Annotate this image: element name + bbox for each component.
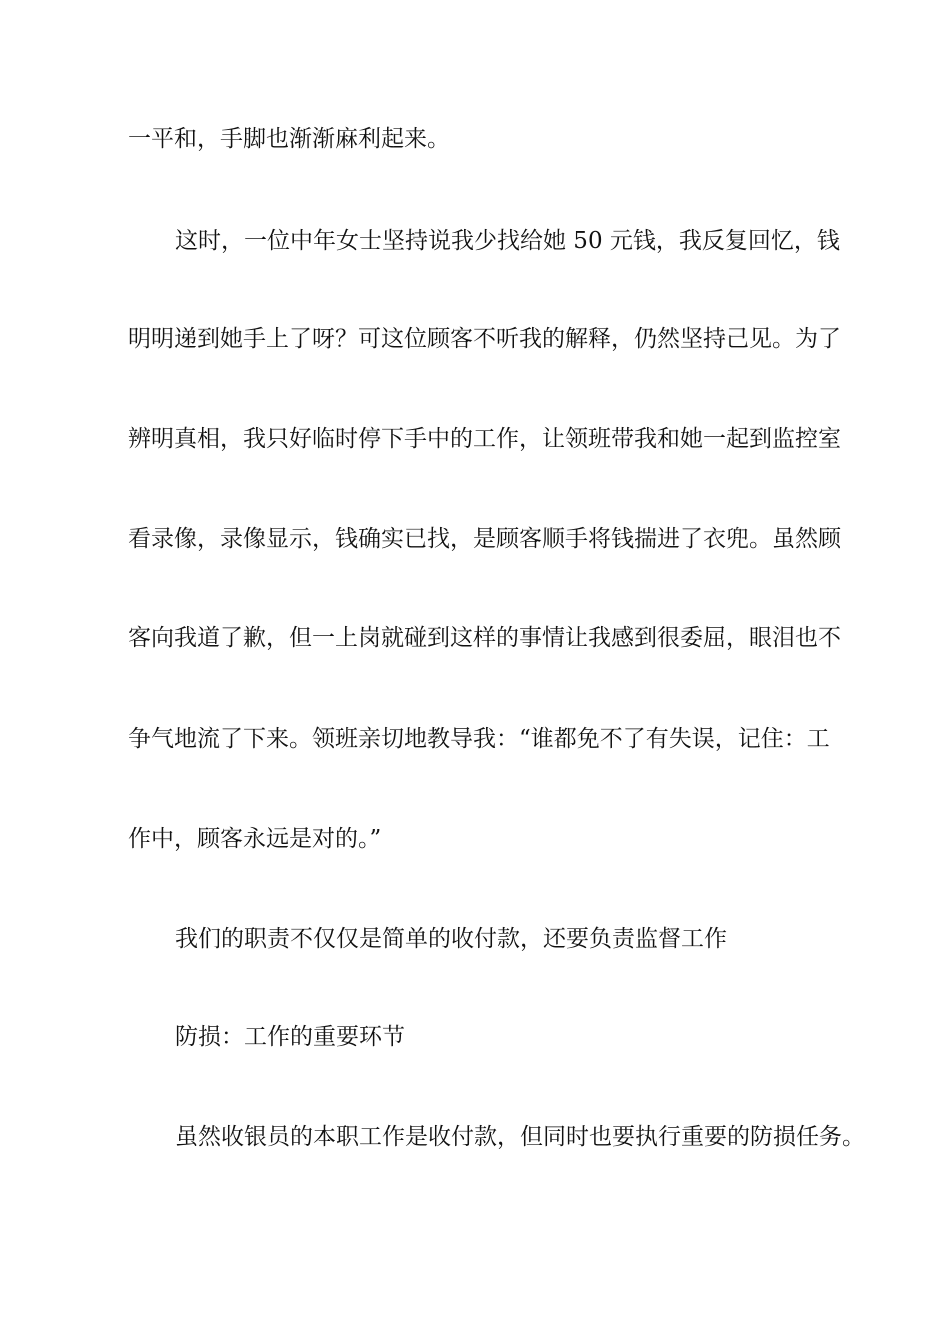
paragraph-line: 虽然收银员的本职工作是收付款，但同时也要执行重要的防损任务。 xyxy=(175,1124,865,1150)
paragraph-line: 一平和，手脚也渐渐麻利起来。 xyxy=(128,126,450,152)
paragraph-line: 看录像，录像显示，钱确实已找，是顾客顺手将钱揣进了衣兜。虽然顾 xyxy=(128,526,841,552)
paragraph-line: 明明递到她手上了呀？可这位顾客不听我的解释，仍然坚持己见。为了 xyxy=(128,326,841,352)
paragraph-line: 争气地流了下来。领班亲切地教导我：“谁都免不了有失误，记住：工 xyxy=(128,726,830,752)
section-heading: 我们的职责不仅仅是简单的收付款，还要负责监督工作 xyxy=(175,926,727,952)
section-heading: 防损：工作的重要环节 xyxy=(175,1024,405,1050)
paragraph-line: 客向我道了歉，但一上岗就碰到这样的事情让我感到很委屈，眼泪也不 xyxy=(128,625,841,651)
paragraph-line: 这时，一位中年女士坚持说我少找给她 50 元钱，我反复回忆，钱 xyxy=(175,228,840,254)
paragraph-line: 辨明真相，我只好临时停下手中的工作，让领班带我和她一起到监控室 xyxy=(128,426,841,452)
paragraph-line: 作中，顾客永远是对的。” xyxy=(128,826,382,852)
